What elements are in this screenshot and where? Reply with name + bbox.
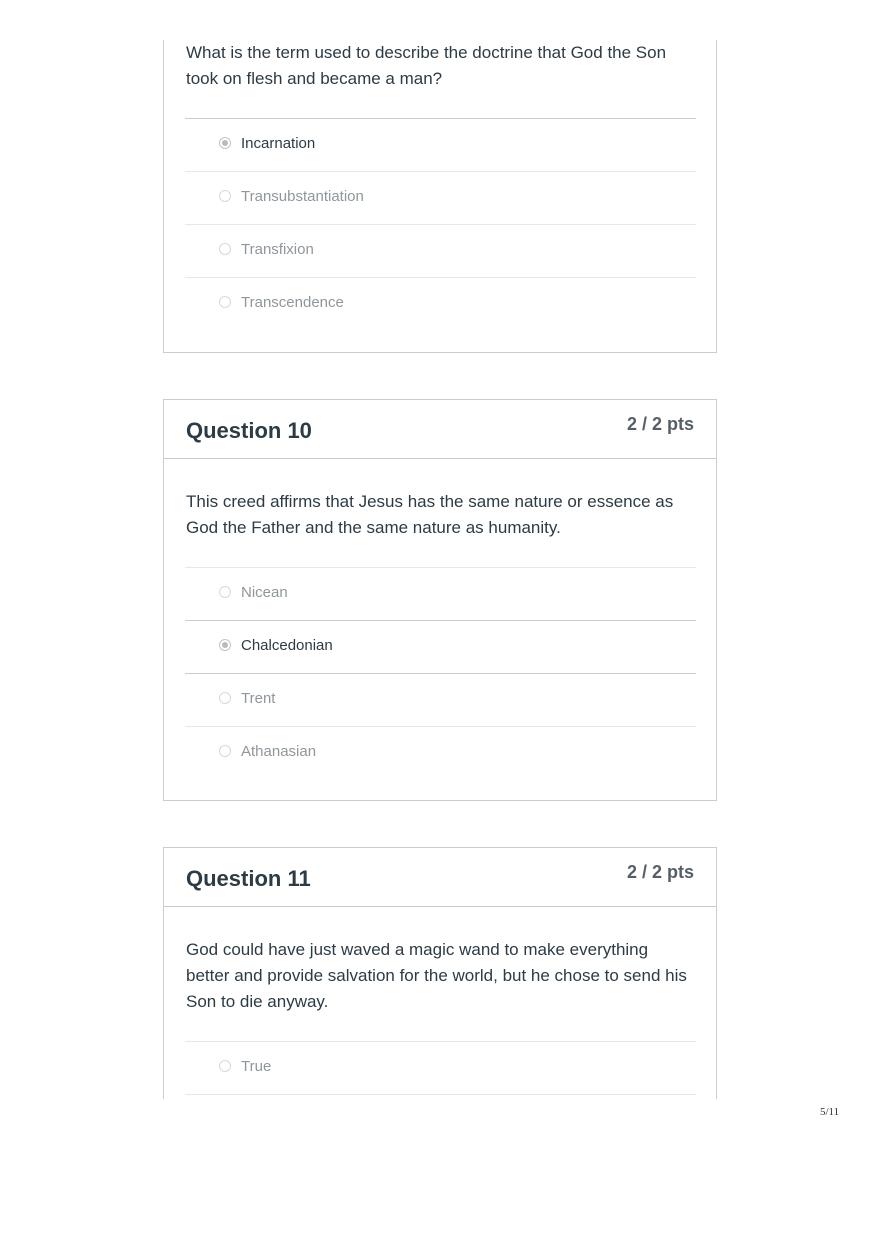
- radio-icon[interactable]: [219, 190, 231, 202]
- radio-icon[interactable]: [219, 296, 231, 308]
- page-number: 5/11: [820, 1106, 840, 1118]
- question-points: 2 / 2 pts: [626, 862, 694, 882]
- answer-option[interactable]: [185, 726, 696, 779]
- question-text: What is the term used to describe the doctrine that God the Son took on flesh and became a man?: [186, 43, 667, 88]
- answer-list: [185, 1041, 696, 1095]
- radio-icon[interactable]: [219, 745, 231, 757]
- question-card-9: [163, 40, 717, 353]
- question-points: 2 / 2 pts: [626, 414, 694, 434]
- answer-option[interactable]: [185, 620, 696, 673]
- answer-option[interactable]: [185, 1041, 696, 1095]
- question-title: Question 11: [186, 866, 311, 891]
- question-text: God could have just waved a magic wand to make everything better and provide salvation for the world, but he chose to send his Son to die anyway.: [186, 940, 687, 1011]
- answer-list: [185, 567, 696, 779]
- answer-option[interactable]: [185, 171, 696, 224]
- radio-icon[interactable]: [219, 586, 231, 598]
- answer-label: Trent: [241, 690, 276, 707]
- answer-label: Nicean: [241, 584, 288, 601]
- radio-selected-icon[interactable]: [219, 137, 231, 149]
- answer-label: Chalcedonian: [241, 637, 333, 654]
- answer-option[interactable]: [185, 224, 696, 277]
- question-title: Question 10: [186, 418, 312, 443]
- question-card-11: [163, 847, 717, 1099]
- question-card-10: [163, 399, 717, 801]
- answer-label: Transfixion: [241, 241, 314, 258]
- radio-selected-icon[interactable]: [219, 639, 231, 651]
- answer-label: Athanasian: [241, 743, 317, 760]
- answer-label: True: [241, 1058, 272, 1075]
- answer-list: [185, 118, 696, 330]
- question-text: This creed affirms that Jesus has the same nature or essence as God the Father and the same nature as humanity.: [186, 492, 674, 537]
- radio-icon[interactable]: [219, 692, 231, 704]
- answer-label: Transcendence: [241, 294, 344, 311]
- answer-label: Incarnation: [241, 135, 316, 152]
- question-header: [164, 400, 716, 459]
- radio-icon[interactable]: [219, 243, 231, 255]
- answer-option[interactable]: [185, 118, 696, 171]
- radio-icon[interactable]: [219, 1060, 231, 1072]
- answer-option[interactable]: [185, 277, 696, 330]
- answer-option[interactable]: [185, 673, 696, 726]
- answer-option[interactable]: [185, 567, 696, 620]
- answer-label: Transubstantiation: [241, 188, 364, 205]
- question-header: [164, 848, 716, 907]
